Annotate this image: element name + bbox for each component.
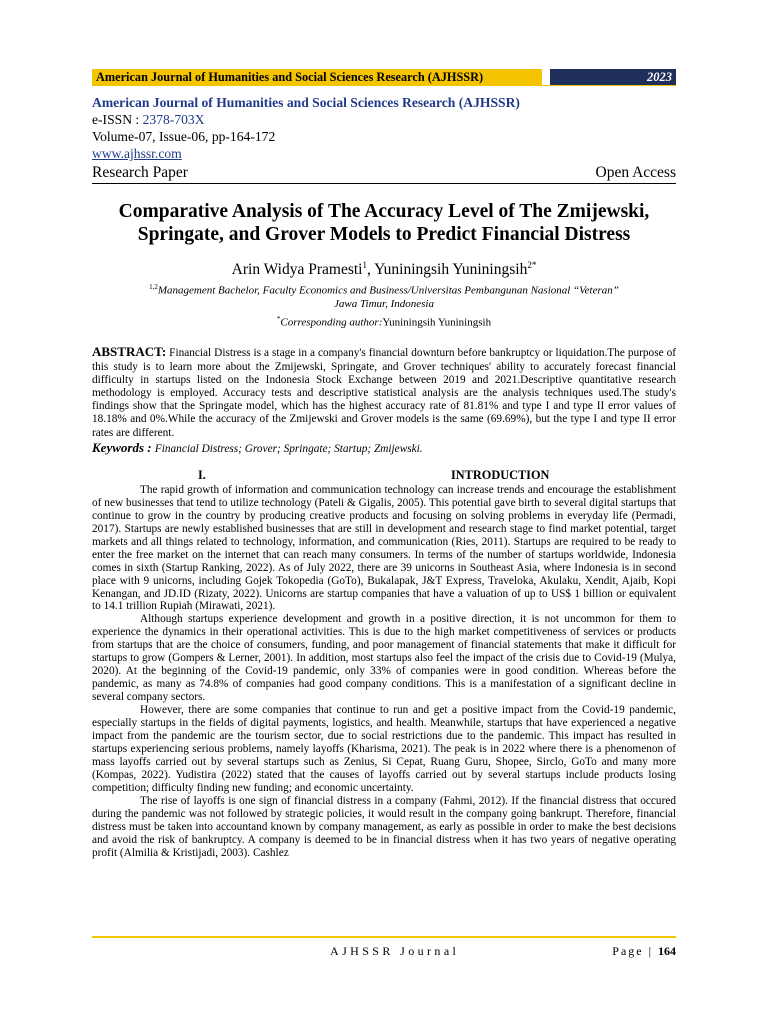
paragraph: Although startups experience development and growth in a positive direction, it is not uncommon for them to experience the dynamics in their operational activities. This is due to the high market competitiveness of services or products from startups that are the choice of consumers, funding, and poor management of financial statements that make it difficult for startups to grow (Gompers & Lerner, 2001). In addition, most startups also feel the impact of the crisis due to Covid-19 (Mulya, 2020). At the beginning of the Covid-19 pandemic, only 33% of companies were in good condition. Whereas before the pandemic, as many as 74.8% of companies had good company conditions. This is a manifestation of a significant decline in several company sectors. — [92, 613, 676, 704]
corr-sup: * — [276, 314, 281, 323]
author-1-sup: 1 — [362, 260, 367, 270]
keywords — [92, 441, 676, 456]
body-text — [92, 484, 676, 860]
corr-name: Yuniningsih Yuniningsih — [382, 316, 492, 329]
footer-rule — [92, 936, 676, 938]
paragraph: However, there are some companies that continue to run and get a positive impact from the Covid-19 pandemic, especially startups in the fields of digital payments, logistics, and health. Meanwhile, startups that have experienced a negative impact from the pandemic are the tourism sector, due to social restrictions due to the pandemic. This impact has resulted in startups experiencing serious problems, namely layoffs (Kharisma, 2021). The peak is in 2022 where there is a phenomenon of mass layoffs carried out by several startups such as Zenius, Si Cepat, Ruang Guru, Shopee, Sirclo, GoTo and many more (Kompas, 2022). Yudistira (2022) stated that the causes of layoffs carried out by several startups include products losing competition; difficulty finding new funding; and economic uncertainty. — [92, 704, 676, 794]
footer-page-label: Page | — [612, 944, 658, 958]
author-2: Yuniningsih Yuniningsih — [374, 261, 528, 279]
corr-label: Corresponding author: — [280, 316, 383, 329]
paragraph: The rapid growth of information and communication technology can increase trends and encourage the establishment of new businesses that tend to utilize technology (Pateli & Gigalis, 2005). This potential gave birth to several digital startups that continue to grow in the country by producing creative products and focusing on solving problems in everyday life (Permadi, 2017). Startups are newly established businesses that are still in development and research stage to find market potential, target markets and all things related to technology, information, and communication (Ries, 2011). Startups are required to be ready to enter the free market on the internet that can reach many consumers. In terms of the number of startups worldwide, Indonesia comes in sixth (Startup Ranking, 2022). As of July 2022, there are 39 unicorns in Southeast Asia, where Indonesia is in second place with 9 unicorns, including Gojek Tokopedia (GoTo), Bukalapak, J&T Express, Traveloka, Akulaku, Xendit, Ajaib, Kopi Kenangan, and JD.ID (Rizaty, 2022). Unicorns are startup companies that have a valuation of up to US$ 1 billion or equivalent to 14.1 trillion Rupiah (Mirawati, 2021). — [92, 483, 676, 613]
paper-title — [92, 200, 676, 246]
header-rule — [92, 85, 676, 86]
paragraph: The rise of layoffs is one sign of financial distress in a company (Fahmi, 2012). If the financial distress that occured during the pandemic was not followed by strategic policies, it would result in the company going bankrupt. Therefore, financial distress must be taken into accountand known by company management, as early as possible in order to make the best decisions and avoid the risk of bankruptcy. A company is deemed to be in financial distress when it has two years of negative operating profit (Almilia & Kristijadi, 2003). Cashlez — [92, 794, 676, 859]
section-heading — [92, 468, 676, 484]
journal-name: American Journal of Humanities and Social Sciences Research (AJHSSR) — [92, 95, 520, 110]
affiliation-line-1: Management Bachelor, Faculty Economics and Business/Universitas Pembangunan Nasional “Veteran” — [157, 284, 619, 297]
affiliation — [92, 281, 676, 311]
paper-type: Research Paper — [92, 164, 188, 181]
title-line-1: Comparative Analysis of The Accuracy Level of The Zmijewski, — [118, 201, 650, 222]
header-journal-title: American Journal of Humanities and Social Sciences Research (AJHSSR) — [92, 69, 542, 85]
corresponding-author — [92, 313, 676, 330]
page-footer — [92, 936, 676, 962]
abstract-text: Financial Distress is a stage in a company's financial downturn before bankruptcy or liquidation.The purpose of this study is to learn more about the Zmijewski, Springate, and Grover techniques' ability to accurately forecast financial difficulty in startups listed on the Indonesia Stock Exchange between 2019 and 2021.Descriptive quantitative research methodology is employed. Accuracy tests and descriptive statistical analysis are the analysis techniques used.The study's findings show that the Springate model, which has the highest accuracy rate of 81.81% and type I and type II error values of 18.18% and 0%.While the accuracy of the Zmijewski and Grover models is the same (69.69%), but the type I and type II error rates are different. — [92, 347, 676, 439]
footer-page — [612, 944, 676, 959]
section-title: INTRODUCTION — [451, 467, 550, 482]
affiliation-line-2: Jawa Timur, Indonesia — [334, 297, 434, 310]
section-number: I. — [198, 467, 206, 482]
website-link[interactable]: www.ajhssr.com — [92, 146, 182, 161]
keywords-values: Financial Distress; Grover; Springate; Startup; Zmijewski. — [154, 442, 423, 455]
volume-line: Volume-07, Issue-06, pp-164-172 — [92, 129, 276, 144]
issn-line — [92, 111, 676, 128]
issn-label: e-ISSN : — [92, 112, 143, 127]
page-content — [92, 66, 676, 860]
author-separator: , — [366, 261, 375, 279]
issn-value: 2378-703X — [142, 112, 205, 127]
authors — [92, 256, 676, 279]
author-1: Arin Widya Pramesti — [231, 261, 363, 279]
journal-header-bar — [92, 66, 676, 86]
abstract — [92, 345, 676, 439]
abstract-label: ABSTRACT: — [92, 344, 167, 360]
author-2-sup: 2* — [527, 260, 537, 270]
paper-type-row — [92, 163, 676, 184]
footer-row — [92, 944, 676, 962]
header-year: 2023 — [550, 69, 676, 85]
footer-journal: AJHSSR Journal — [330, 944, 460, 958]
website-line — [92, 145, 676, 162]
footer-page-number: 164 — [658, 944, 676, 958]
affiliation-sup: 1,2 — [149, 283, 158, 292]
access-type: Open Access — [595, 164, 676, 181]
keywords-label: Keywords : — [92, 439, 155, 455]
title-line-2: Springate, and Grover Models to Predict Financial Distress — [137, 224, 631, 245]
